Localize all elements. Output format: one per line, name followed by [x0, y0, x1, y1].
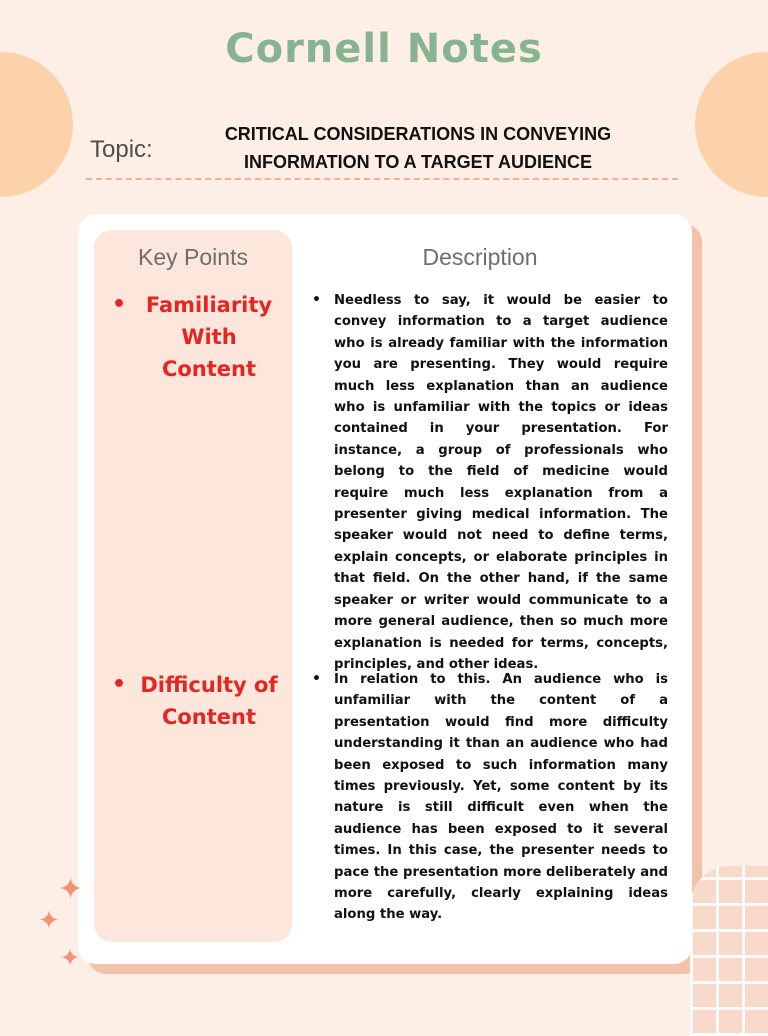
grid-pattern-decoration [690, 866, 768, 1036]
description-header: Description [422, 244, 538, 270]
description-item [312, 290, 668, 675]
description-text: In relation to this. An audience who is unfamiliar with the content of a presentation would find more difficulty understanding it than an audience who had been exposed to such information many times previously. Yet, some content by its nature is still difficult even when the audience has been exposed to it several times. In this case, the presenter needs to pace the presentation more deliberately and more carefully, clearly explaining ideas along the way. [334, 672, 668, 923]
bullet-icon: • [312, 671, 321, 687]
key-point-line: Difficulty of [140, 673, 278, 697]
bullet-icon: • [312, 292, 321, 308]
bullet-icon: • [112, 292, 127, 317]
key-point-line: Content [161, 705, 257, 729]
bullet-icon: • [112, 672, 127, 697]
sparkle-icon: ✦ [60, 944, 81, 972]
key-point-line: Familiarity [145, 293, 273, 317]
description-text: Needless to say, it would be easier to convey information to a target audience who is already familiar with the information you are presenting. They would require much less explanation than an audience who is unfamiliar with the topics or ideas contained in your presentation. For instance, a group of professionals who belong to the field of medicine would require much less explanation from a presenter giving medical information. The speaker would not need to define terms, explain concepts, or elaborate principles in that field. On the other hand, if the same speaker or writer would communicate to a more general audience, then so much more explanation is needed for terms, concepts, principles, and other ideas. [334, 293, 668, 672]
decorative-circle-left [0, 52, 73, 197]
page-title: Cornell Notes [225, 26, 543, 72]
key-point-line: With [181, 325, 237, 349]
topic-label: Topic: [90, 136, 153, 163]
key-points-header: Key Points [138, 244, 248, 270]
key-point [110, 669, 282, 733]
key-point-line: Content [161, 357, 257, 381]
decorative-circle-right [695, 52, 768, 197]
sparkle-icon: ✦ [38, 906, 60, 936]
sparkle-icon: ✦ [58, 872, 84, 907]
dashed-divider [86, 178, 678, 180]
topic-line-2: INFORMATION TO A TARGET AUDIENCE [244, 152, 592, 172]
topic-text [178, 120, 658, 176]
description-item [312, 669, 668, 926]
topic-line-1: CRITICAL CONSIDERATIONS IN CONVEYING [224, 124, 612, 144]
key-point [110, 289, 282, 385]
